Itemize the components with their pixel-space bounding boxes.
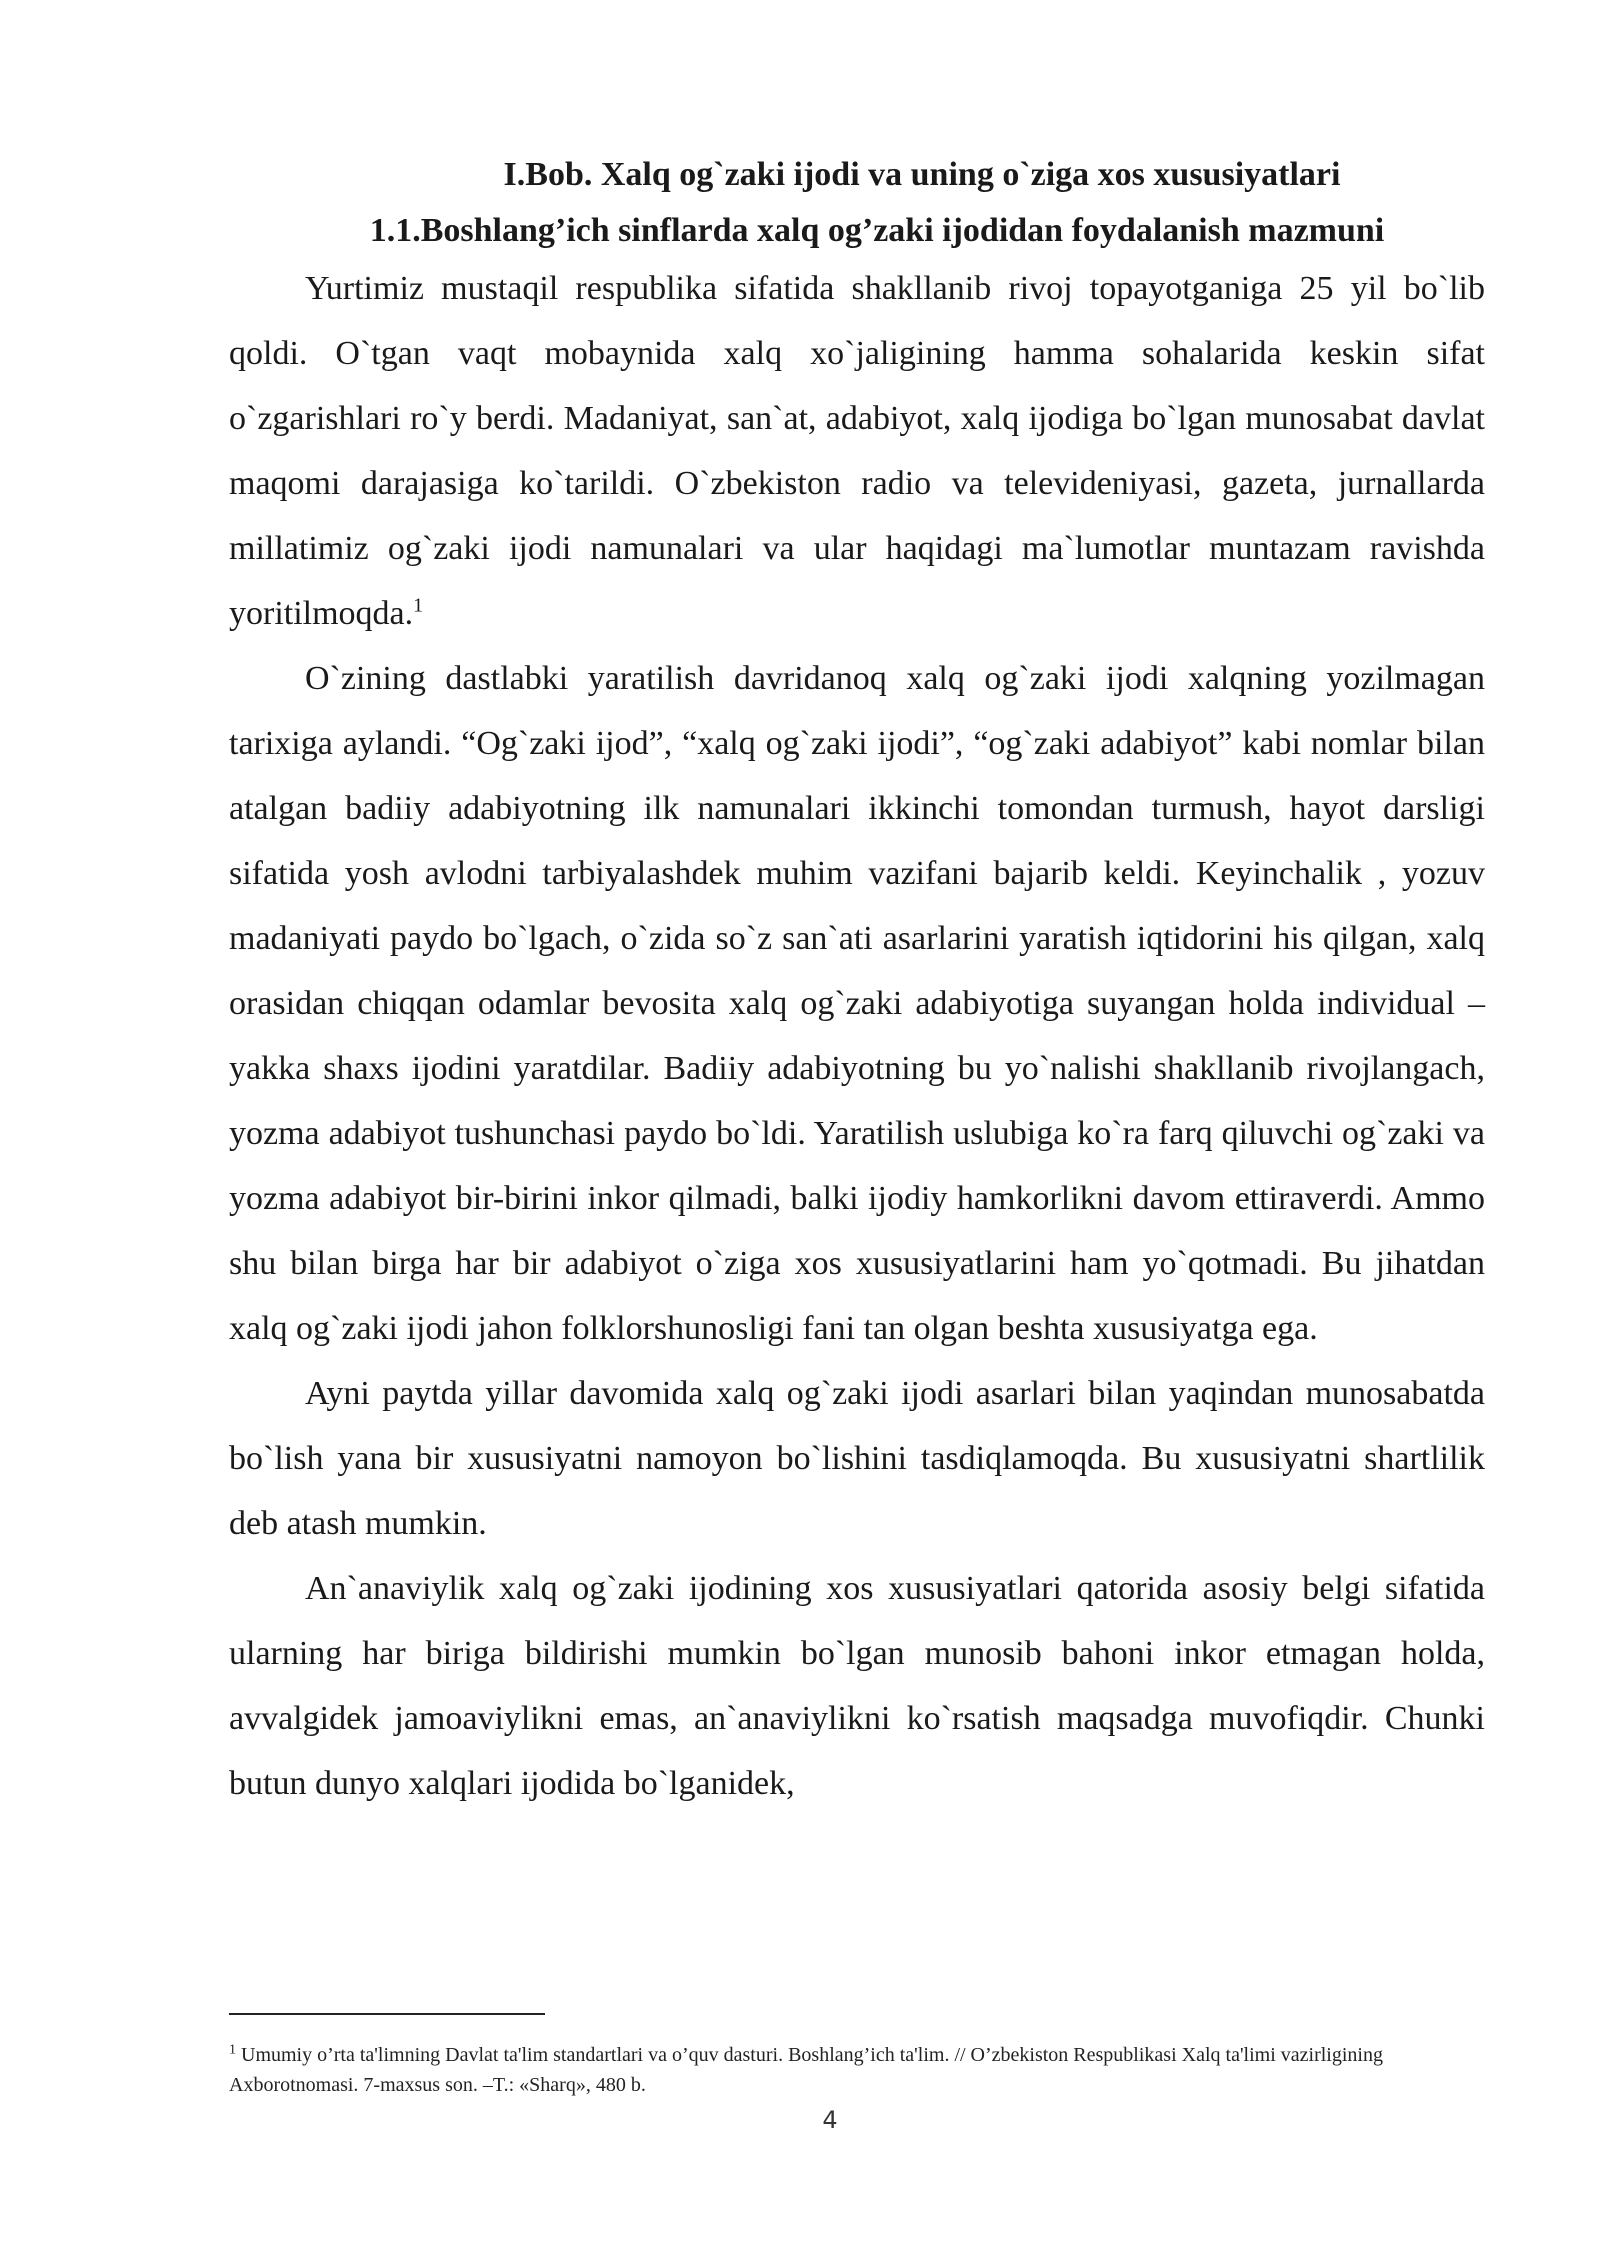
footnote	[229, 2040, 1485, 2100]
footnote-text: Umumiy o’rta ta'limning Davlat ta'lim standartlari va o’quv dasturi. Boshlang’ich ta'lim. // O’zbekiston Respublikasi Xalq ta'limi vazirligining Axborotnomasi. 7-maxsus son. –T.: «Sharq», 480 b.	[229, 2044, 1383, 2096]
footnote-number: 1	[229, 2042, 236, 2058]
footnote-separator	[229, 2013, 545, 2015]
footnote-reference: 1	[413, 594, 424, 617]
paragraph-1	[229, 256, 1485, 646]
page-number: 4	[822, 2106, 838, 2134]
paragraph-1-text: Yurtimiz mustaqil respublika sifatida shakllanib rivoj topayotganiga 25 yil bo`lib qoldi. O`tgan vaqt mobaynida xalq xo`jaligining hamma sohalarida keskin sifat o`zgarishlari ro`y berdi. Madaniyat, san`at, adabiyot, xalq ijodiga bo`lgan munosabat davlat maqomi darajasiga ko`tarildi. O`zbekiston radio va televideniyasi, gazeta, jurnallarda millatimiz og`zaki ijodi namunalari va ular haqidagi ma`lumotlar muntazam ravishda yoritilmoqda.	[229, 270, 1485, 632]
section-title: 1.1.Boshlang’ich sinflarda xalq og’zaki ijodidan foydalanish mazmuni	[369, 212, 1385, 249]
chapter-title: I.Bob. Xalq og`zaki ijodi va uning o`ziga xos xususiyatlari	[503, 156, 1341, 193]
document-body	[229, 150, 1485, 1816]
paragraph-4: An`anaviylik xalq og`zaki ijodining xos xususiyatlari qatorida asosiy belgi sifatida ularning har biriga bildirishi mumkin bo`lgan munosib bahoni inkor etmagan holda, avvalgidek jamoaviylikni emas, an`anaviylikni ko`rsatish maqsadga muvofiqdir. Chunki butun dunyo xalqlari ijodida bo`lganidek,	[229, 1570, 1485, 1802]
paragraph-3: Ayni paytda yillar davomida xalq og`zaki ijodi asarlari bilan yaqindan munosabatda bo`lish yana bir xususiyatni namoyon bo`lishini tasdiqlamoqda. Bu xususiyatni shartlilik deb atash mumkin.	[229, 1375, 1485, 1542]
paragraph-2: O`zining dastlabki yaratilish davridanoq xalq og`zaki ijodi xalqning yozilmagan tarixiga aylandi. “Og`zaki ijod”, “xalq og`zaki ijodi”, “og`zaki adabiyot” kabi nomlar bilan atalgan badiiy adabiyotning ilk namunalari ikkinchi tomondan turmush, hayot darsligi sifatida yosh avlodni tarbiyalashdek muhim vazifani bajarib keldi. Keyinchalik , yozuv madaniyati paydo bo`lgach, o`zida so`z san`ati asarlarini yaratish iqtidorini his qilgan, xalq orasidan chiqqan odamlar bevosita xalq og`zaki adabiyotiga suyangan holda individual – yakka shaxs ijodini yaratdilar. Badiiy adabiyotning bu yo`nalishi shakllanib rivojlangach, yozma adabiyot tushunchasi paydo bo`ldi. Yaratilish uslubiga ko`ra farq qiluvchi og`zaki va yozma adabiyot bir-birini inkor qilmadi, balki ijodiy hamkorlikni davom ettiraverdi. Ammo shu bilan birga har bir adabiyot o`ziga xos xususiyatlarini ham yo`qotmadi. Bu jihatdan xalq og`zaki ijodi jahon folklorshunosligi fani tan olgan beshta xususiyatga ega.	[229, 660, 1485, 1347]
